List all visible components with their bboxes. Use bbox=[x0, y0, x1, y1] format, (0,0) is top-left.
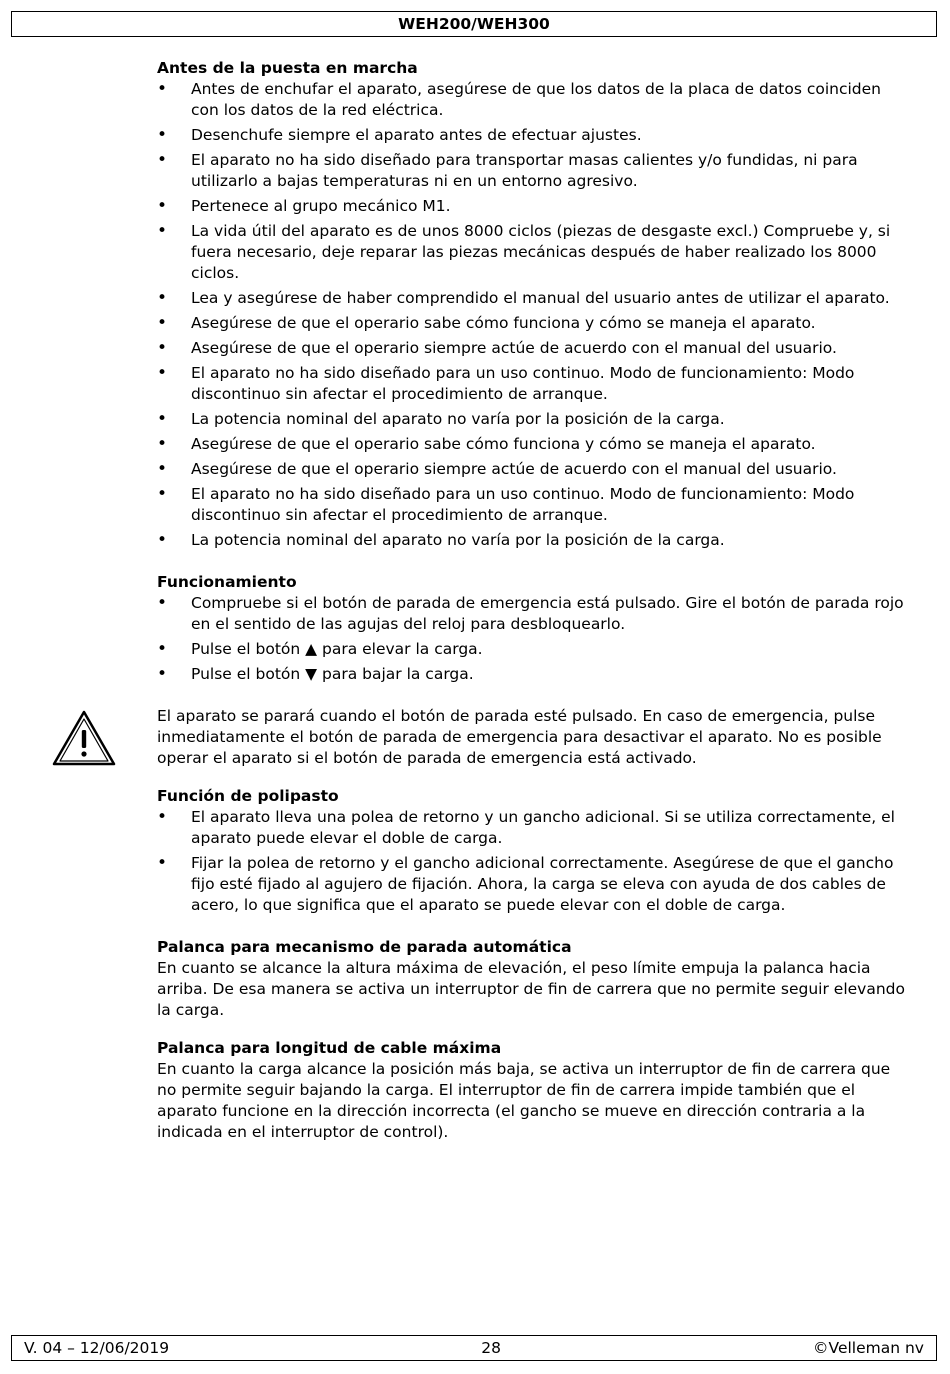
warning-text: El aparato se parará cuando el botón de parada esté pulsado. En caso de emergencia, pulse inmediatamente el botón de parada de emergencia para desactivar el aparato. No es posible operar el aparato si el botón de parada de emergencia está activado. bbox=[157, 707, 882, 767]
list-item: • El aparato no ha sido diseñado para transportar masas calientes y/o fundidas, ni para utilizarlo a bajas temperaturas ni en un entorno agresivo. bbox=[157, 150, 909, 192]
list-item: • El aparato no ha sido diseñado para un uso continuo. Modo de funcionamiento: Modo discontinuo sin afectar el procedimiento de arranque. bbox=[157, 484, 909, 526]
page-header bbox=[11, 11, 937, 37]
section-heading: Palanca para longitud de cable máxima bbox=[157, 1039, 502, 1057]
list-item: • La potencia nominal del aparato no varía por la posición de la carga. bbox=[157, 530, 909, 551]
list-item: • La potencia nominal del aparato no varía por la posición de la carga. bbox=[157, 409, 909, 430]
bullet-list bbox=[157, 807, 909, 916]
section-heading: Función de polipasto bbox=[157, 787, 339, 805]
list-item: • Desenchufe siempre el aparato antes de efectuar ajustes. bbox=[157, 125, 909, 146]
page-number: 28 bbox=[481, 1339, 501, 1357]
list-item: • Pulse el botón ▲ para elevar la carga. bbox=[157, 639, 909, 660]
list-item: • Asegúrese de que el operario siempre actúe de acuerdo con el manual del usuario. bbox=[157, 338, 909, 359]
page-footer bbox=[11, 1335, 937, 1361]
section-paragraph: En cuanto se alcance la altura máxima de elevación, el peso límite empuja la palanca hacia arriba. De esa manera se activa un interruptor de fin de carrera que no permite seguir elevando la carga. bbox=[157, 959, 905, 1019]
list-item: • La vida útil del aparato es de unos 8000 ciclos (piezas de desgaste excl.) Compruebe y, si fuera necesario, deje reparar las piezas mecánicas después de haber realizado los 8000 ciclos. bbox=[157, 221, 909, 284]
section-heading: Funcionamiento bbox=[157, 573, 297, 591]
list-item: • Lea y asegúrese de haber comprendido el manual del usuario antes de utilizar el aparato. bbox=[157, 288, 909, 309]
footer-copyright: ©Velleman nv bbox=[813, 1339, 924, 1357]
list-item: • Asegúrese de que el operario sabe cómo funciona y cómo se maneja el aparato. bbox=[157, 313, 909, 334]
header-title: WEH200/WEH300 bbox=[398, 15, 550, 33]
list-item: • El aparato lleva una polea de retorno y un gancho adicional. Si se utiliza correctamente, el aparato puede elevar el doble de carga. bbox=[157, 807, 909, 849]
list-item: • Compruebe si el botón de parada de emergencia está pulsado. Gire el botón de parada rojo en el sentido de las agujas del reloj para desbloquearlo. bbox=[157, 593, 909, 635]
warning-block bbox=[157, 706, 909, 769]
section-paragraph: En cuanto la carga alcance la posición más baja, se activa un interruptor de fin de carrera que no permite seguir bajando la carga. El interruptor de fin de carrera impide también que el aparato funcione en la dirección incorrecta (el gancho se mueve en dirección contraria a la indicada en el interruptor de control). bbox=[157, 1060, 891, 1141]
list-item: • Pertenece al grupo mecánico M1. bbox=[157, 196, 909, 217]
bullet-list bbox=[157, 593, 909, 685]
section-antes bbox=[157, 58, 909, 551]
list-item: • Asegúrese de que el operario sabe cómo funciona y cómo se maneja el aparato. bbox=[157, 434, 909, 455]
section-heading: Palanca para mecanismo de parada automática bbox=[157, 938, 572, 956]
section-palanca-cable bbox=[157, 1038, 909, 1143]
warning-triangle-icon bbox=[52, 710, 116, 766]
list-item: • Antes de enchufar el aparato, asegúrese de que los datos de la placa de datos coinciden con los datos de la red eléctrica. bbox=[157, 79, 909, 121]
list-item: • Fijar la polea de retorno y el gancho adicional correctamente. Asegúrese de que el gancho fijo esté fijado al agujero de fijación. Ahora, la carga se eleva con ayuda de dos cables de acero, lo que significa que el aparato se puede elevar con el doble de carga. bbox=[157, 853, 909, 916]
list-item: • Asegúrese de que el operario siempre actúe de acuerdo con el manual del usuario. bbox=[157, 459, 909, 480]
bullet-list bbox=[157, 79, 909, 551]
section-polipasto bbox=[157, 786, 909, 916]
section-palanca-parada bbox=[157, 937, 909, 1021]
list-item: • Pulse el botón ▼ para bajar la carga. bbox=[157, 664, 909, 685]
section-heading: Antes de la puesta en marcha bbox=[157, 59, 418, 77]
page-content bbox=[157, 58, 909, 1143]
section-funcionamiento bbox=[157, 572, 909, 685]
list-item: • El aparato no ha sido diseñado para un uso continuo. Modo de funcionamiento: Modo discontinuo sin afectar el procedimiento de arranque. bbox=[157, 363, 909, 405]
footer-version: V. 04 – 12/06/2019 bbox=[24, 1339, 170, 1357]
